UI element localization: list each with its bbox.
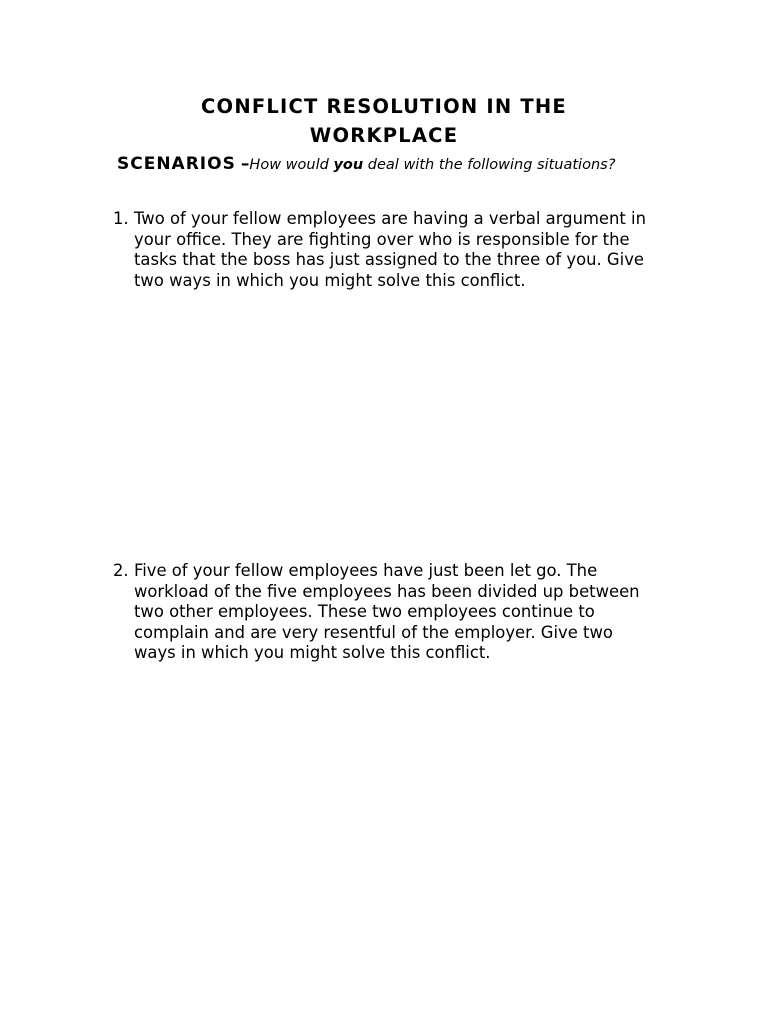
- question-text: Two of your fellow employees are having a verbal argument in your office. They are fighting over who is responsible for the tasks that the boss has just assigned to the three of you. Give two ways in which you might solve this conflict.: [134, 209, 646, 290]
- prompt-emphasis: you: [333, 157, 364, 173]
- question-1: [113, 209, 653, 291]
- prompt-text-before: How would: [249, 157, 334, 173]
- question-number: 1.: [113, 209, 129, 228]
- question-number: 2.: [113, 561, 129, 580]
- document-title: [0, 92, 768, 150]
- scenarios-subtitle: [117, 154, 757, 174]
- question-text: Five of your fellow employees have just been let go. The workload of the five employees has been divided up between two other employees. These two employees continue to complain and are very resentful of the employer. Give two ways in which you might solve this conflict.: [134, 561, 640, 663]
- title-line-1: CONFLICT RESOLUTION IN THE: [201, 95, 567, 118]
- scenarios-label: SCENARIOS: [117, 154, 236, 174]
- prompt-text-after: deal with the following situations?: [363, 157, 616, 173]
- question-2: [113, 561, 653, 664]
- title-line-2: WORKPLACE: [309, 124, 459, 147]
- scenarios-dash: –: [240, 154, 250, 174]
